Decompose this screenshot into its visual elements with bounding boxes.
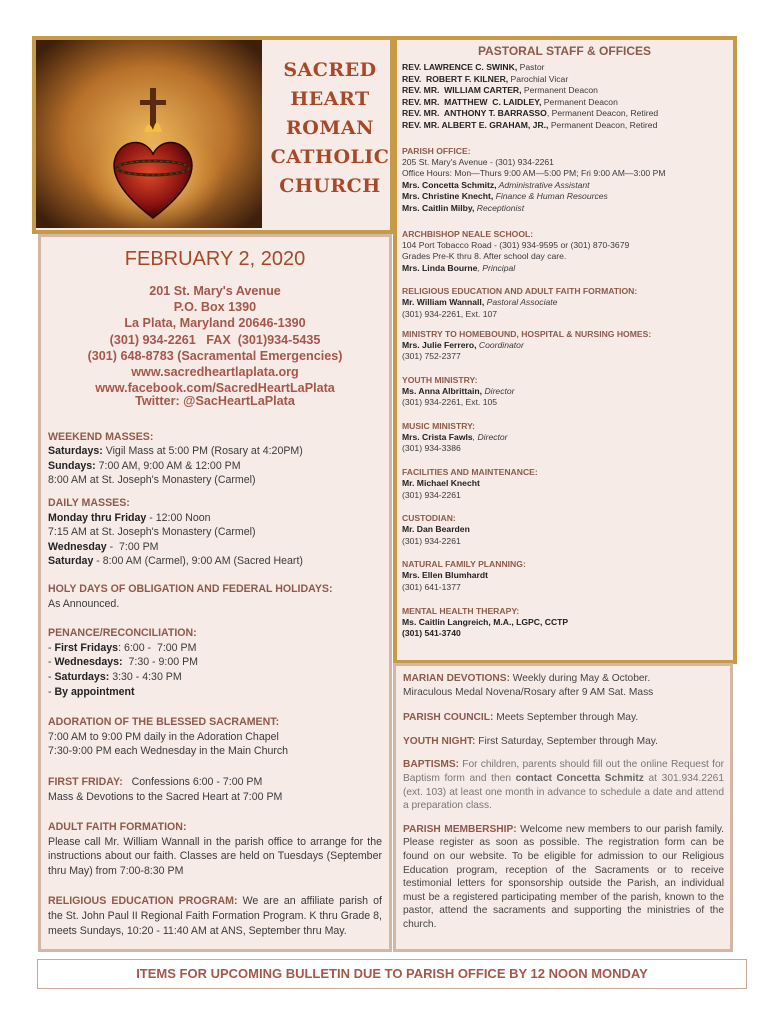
church-name-line: ROMAN <box>286 117 374 139</box>
church-name-line: CATHOLIC <box>270 146 390 168</box>
section-heading: HOLY DAYS OF OBLIGATION AND FEDERAL HOLIDAYS: <box>48 582 333 595</box>
parish-council: PARISH COUNCIL: Meets September through May. <box>403 712 639 724</box>
section-heading: ADORATION OF THE BLESSED SACRAMENT: <box>48 716 280 729</box>
schedule-column <box>48 430 382 939</box>
clergy-entry: REV. LAWRENCE C. SWINK, Pastor <box>402 62 545 72</box>
footer-text: ITEMS FOR UPCOMING BULLETIN DUE TO PARISH OFFICE BY 12 NOON MONDAY <box>136 966 648 981</box>
section-heading: PARISH OFFICE: <box>402 145 471 156</box>
religious-education-program: RELIGIOUS EDUCATION PROGRAM: We are an affiliate parish of the St. John Paul II Regional Faith Formation Program. K thru Grade 8, meets Sundays, 10:20 - 11:40 AM at ANS, September thru May. <box>48 895 382 937</box>
section-heading: WEEKEND MASSES: <box>48 430 154 443</box>
church-address-block <box>48 283 382 410</box>
twitter-handle[interactable]: Twitter: @SacHeartLaPlata <box>135 394 295 409</box>
parish-info-box <box>393 663 733 952</box>
staff-entry: Mrs. Crista Fawls, Director <box>402 431 508 442</box>
main-info-box <box>38 234 392 952</box>
bulletin-date: FEBRUARY 2, 2020 <box>124 248 306 270</box>
church-name-line: SACRED <box>283 59 377 81</box>
address-line: 201 St. Mary's Avenue <box>149 284 281 298</box>
clergy-entry: REV. ROBERT F. KILNER, Parochial Vicar <box>402 73 569 84</box>
staff-entry: Mrs. Linda Bourne, Principal <box>402 262 516 273</box>
church-name-line: HEART <box>290 88 370 110</box>
section-heading: YOUTH MINISTRY: <box>402 374 478 385</box>
first-friday: FIRST FRIDAY: Confessions 6:00 - 7:00 PM Mass & Devotions to the Sacred Heart at 7:00 PM <box>48 775 283 803</box>
church-header-box <box>32 36 394 234</box>
staff-title: PASTORAL STAFF & OFFICES <box>477 44 652 58</box>
clergy-entry: REV. MR. MATTHEW C. LAIDLEY, Permanent Deacon <box>402 96 618 107</box>
baptisms: BAPTISMS: For children, parents should fill out the online Request for Baptism form and then contact Concetta Schmitz at 301.934.2261 (ext. 103) at least one month in advance to schedule a date and attend a preparation class. <box>403 759 724 812</box>
daily-masses: DAILY MASSES: Monday thru Friday - 12:00 Noon 7:15 AM at St. Joseph's Monastery (Carmel) Wednesday - 7:00 PM Saturday - 8:00 AM (Carmel), 9:00 AM (Sacred Heart) <box>48 496 382 569</box>
section-heading: NATURAL FAMILY PLANNING: <box>402 559 526 570</box>
clergy-entry: REV. MR. ALBERT E. GRAHAM, JR., Permanent Deacon, Retired <box>402 119 658 130</box>
youth-night: YOUTH NIGHT: First Saturday, September through May. <box>403 735 658 747</box>
emergency-phone: (301) 648-8783 (Sacramental Emergencies) <box>87 348 343 363</box>
section-heading: PENANCE/RECONCILIATION: <box>48 627 197 640</box>
section-heading: FACILITIES AND MAINTENANCE: <box>402 467 538 478</box>
adoration: ADORATION OF THE BLESSED SACRAMENT: 7:00 AM to 9:00 PM daily in the Adoration Chapel 7:30-9:00 PM each Wednesday in the Main Church <box>48 715 382 759</box>
clergy-entry: REV. MR. WILLIAM CARTER, Permanent Deacon <box>402 85 598 96</box>
clergy-entry: REV. MR. ANTHONY T. BARRASSO, Permanent Deacon, Retired <box>402 108 659 119</box>
holy-days: HOLY DAYS OF OBLIGATION AND FEDERAL HOLIDAYS: As Announced. <box>48 582 382 611</box>
footer-banner <box>37 959 747 989</box>
staff-entry: Mrs. Julie Ferrero, Coordinator <box>402 339 524 350</box>
section-heading: DAILY MASSES: <box>48 497 130 509</box>
marian-devotions: MARIAN DEVOTIONS: Weekly during May & October. Miraculous Medal Novena/Rosary after 9 AM Sat. Mass <box>403 673 654 698</box>
sacred-heart-image <box>36 40 262 228</box>
staff-entry: Mrs. Concetta Schmitz, Administrative Assistant <box>402 179 590 190</box>
staff-entry: Mr. William Wannall, Pastoral Associate <box>402 297 558 308</box>
section-heading: MUSIC MINISTRY: <box>402 420 476 431</box>
facebook-link[interactable]: www.facebook.com/SacredHeartLaPlata <box>95 381 335 396</box>
phone-line: (301) 934-2261 FAX (301)934-5435 <box>109 332 321 347</box>
section-heading: MINISTRY TO HOMEBOUND, HOSPITAL & NURSING HOMES: <box>402 328 652 339</box>
adult-faith-formation: ADULT FAITH FORMATION: Please call Mr. William Wannall in the parish office to arrange for the instructions about our faith. Classes are held on Tuesdays (September thru May) from 7:00-8:30 PM <box>48 821 382 877</box>
staff-entry: Mrs. Christine Knecht, Finance & Human Resources <box>402 191 608 202</box>
section-heading: ARCHBISHOP NEALE SCHOOL: <box>402 228 534 239</box>
staff-entry: Ms. Anna Albrittain, Director <box>402 385 515 396</box>
section-heading: MENTAL HEALTH THERAPY: <box>402 605 520 616</box>
staff-entry: Mrs. Caitlin Milby, Receptionist <box>402 202 525 213</box>
address-line: P.O. Box 1390 <box>173 300 257 315</box>
section-heading: ADULT FAITH FORMATION: <box>48 821 187 834</box>
section-heading: RELIGIOUS EDUCATION AND ADULT FAITH FORMATION: <box>402 286 638 297</box>
address-line: La Plata, Maryland 20646-1390 <box>124 316 306 331</box>
weekend-masses: WEEKEND MASSES: Saturdays: Vigil Mass at 5:00 PM (Rosary at 4:20PM) Sundays: 7:00 AM, 9:00 AM & 12:00 PM 8:00 AM at St. Joseph's Monastery (Carmel) <box>48 430 382 488</box>
clergy-list <box>402 62 727 132</box>
pastoral-staff-box: PASTORAL STAFF & OFFICES REV. LAWRENCE C. SWINK, Pastor REV. ROBERT F. KILNER, Parochial Vicar REV. MR. WILLIAM CARTER, Permanent Deacon REV. MR. MATTHEW C. LAIDLEY, Permanent Deacon REV. MR. ANTHONY T. BARRASSO, Permanent Deacon, Retired REV. MR. ALBERT E. GRAHAM, JR., Permanent Deacon, Retired PARISH OFFICE: 205 St. Mary's Avenue - (301) 934-2261 Office Hours: Mon—Thurs 9:00 AM—5:00 PM; Fri 9:00 AM—3:00 PM Mrs. Concetta Schmitz, Administrative Assistant Mrs. Christine Knecht, Finance & Human Resources Mrs. Caitlin Milby, Receptionist ARCHBISHOP NEALE SCHOOL: 104 Port Tobacco Road - (301) 934-9595 or (301) 870-3679 Grades Pre-K thru 8. After school day care. Mrs. Linda Bourne, Principal RELIGIOUS EDUCATION AND ADULT FAITH FORMATION: Mr. William Wannall, Pastoral Associate (301) 934-2261, Ext. 107 MINISTRY TO HOMEBOUND, HOSPITAL & NURSING HOMES: Mrs. Julie Ferrero, Coordinator (301) 752-2377 YOUTH MINISTRY: Ms. Anna Albrittain, Director (301) 934-2261, Ext. 105 MUSIC MINISTRY: Mrs. Crista Fawls, Director (301) 934-3386 FACILITIES AND MAINTENANCE: Mr. Michael Knecht (301) 934-2261 CUSTODIAN: Mr. Dan Bearden (301) 934-2261 NATURAL FAMILY PLANNING: Mrs. Ellen Blumhardt (301) 641-1377 MENTAL HEALTH THERAPY: Ms. Caitlin Langreich, M.A., LGPC, CCTP (301) 541-3740 <box>393 36 737 664</box>
section-heading: CUSTODIAN: <box>402 513 456 524</box>
church-name <box>270 56 390 201</box>
website-link[interactable]: www.sacredheartlaplata.org <box>131 365 299 380</box>
penance: PENANCE/RECONCILIATION: - First Fridays: 6:00 - 7:00 PM - Wednesdays: 7:30 - 9:00 PM - Saturdays: 3:30 - 4:30 PM - By appointment <box>48 626 382 699</box>
church-name-line: CHURCH <box>279 175 381 197</box>
parish-membership: PARISH MEMBERSHIP: Welcome new members to our parish family. Please register as soon as possible. The registration form can be found on our website. To be eligible for admission to our Religious Education program, reception of the Sacraments or to receive testimonial letters for sponsorship outside the Parish, an individual must be a registered participating member of the parish, known to the pastor, attend the sacraments and supporting the ministries of the church. <box>403 823 725 930</box>
